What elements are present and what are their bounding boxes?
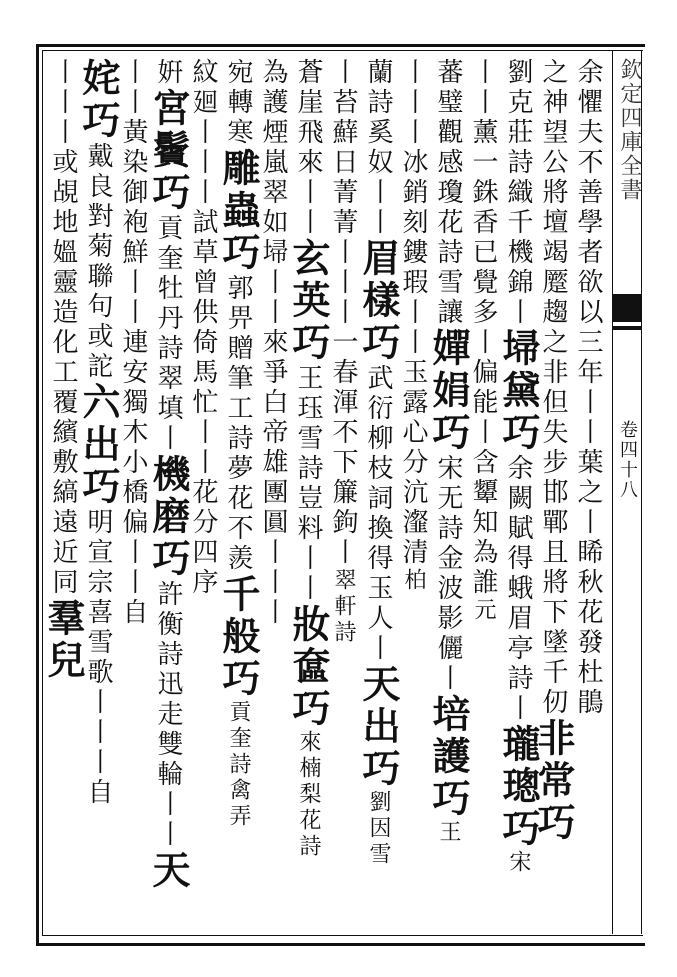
text-run: 許衡詩迅走雙輪丨丨 [153,580,183,850]
text-run: 戴良對菊聯句或詑 [83,142,113,382]
headword: 宮鬢巧 [146,88,191,214]
text-run: 明宣宗喜雪歌丨丨丨自 [83,508,113,808]
text-run: 劉克莊詩織千機錦丨 [503,58,533,328]
text-column [76,58,121,808]
text-run: 王 [436,820,461,846]
text-column [146,58,191,892]
text-run: 元 [471,598,496,624]
book-title: 欽定四庫全書 [617,58,642,202]
text-run: 劉因雪 [366,790,391,868]
text-run: 來楠梨花詩 [296,730,321,860]
text-run: 丨丨丨冰銷刻鏤瑕 [398,58,428,298]
headword: 妝奩巧 [286,604,331,730]
text-column [41,58,86,682]
text-run: 宋无詩金波影儷丨 [433,454,463,694]
text-column [256,58,290,628]
text-run: 丨丨薰一銖香已覺多丨偏能丨含顰知為誰 [468,58,498,598]
fish-tail-mark [612,294,642,322]
text-run: 丨苔蘚日菁菁丨丨丨一春渾不下簾鉤丨 [328,58,358,568]
text-run: 余闕賦得蛾眉亭詩丨 [503,454,533,724]
text-run: 貢奎詩禽弄 [226,700,251,830]
text-run: 翠軒詩 [331,568,356,646]
text-run: 團圓丨丨丨 [258,478,288,628]
headword: 天出巧 [356,664,401,790]
text-run: 之神望公將壇竭蹷趨之非但失步邯鄲且將下墜千仞 [538,58,568,718]
text-column [216,58,261,830]
text-column [466,58,500,624]
text-run: 丨丨黃染御袍鮮丨丨連安獨木小橋偏丨丨自 [118,58,148,628]
headword: 羣兒 [41,598,86,682]
headword: 機磨巧 [146,454,191,580]
fish-tail-rule [612,326,642,330]
text-column [356,58,401,868]
text-run: 蕃璧觀感瓊花詩雪讓 [433,58,463,328]
text-run: 蘭詩奚奴丨丨 [363,58,393,238]
text-column [326,58,360,646]
headword: 培護巧 [426,694,471,820]
text-run: 柏 [401,568,426,594]
headword: 雕蟲巧 [216,148,261,274]
headword: 天 [146,850,191,892]
text-run: 姸 [153,58,183,88]
text-run: 王珏雪詩豈料丨丨 [293,364,323,604]
text-column [186,58,220,598]
text-run: 武衍柳枝詞換得玉人丨 [363,364,393,664]
text-run: 宋 [506,850,531,876]
headword: 玄英巧 [286,238,331,364]
text-run: 宛轉寒 [223,58,253,148]
headword: 六出巧 [76,382,121,508]
volume-label: 卷四十八 [617,420,638,500]
text-column [496,58,541,876]
text-run: 余懼夫不善學者欲以三年丨丨葉之丨睎秋花發杜鵑 [573,58,603,718]
text-column [396,58,430,594]
headword: 千般巧 [216,574,261,700]
headword: 眉樣巧 [356,238,401,364]
text-run: 蒼崖飛來丨丨 [293,58,323,238]
text-run: 紋廻丨丨丨試草曾供倚馬忙丨丨花分四序 [188,58,218,598]
text-column [571,58,605,718]
headword: 埽黛巧 [496,328,541,454]
text-run: 郭畀贈筆工詩夢花不羨 [223,274,253,574]
text-run: 貢奎牡丹詩翠填丨 [153,214,183,454]
headword: 瓏璁巧 [496,724,541,850]
headword: 姹巧 [76,58,121,142]
headword: 嬋娟巧 [426,328,471,454]
text-column [116,58,150,628]
text-run: 為護煙嵐翠如埽丨丨來爭白帝雄 [258,58,288,478]
headword: 非常巧 [531,718,576,844]
text-column [531,58,576,844]
text-column [286,58,331,860]
text-run: 丨丨丨或覘地媼靈造化工覆繽敷縞遠近同 [48,58,78,598]
margin-rule-left [612,50,613,934]
text-column [426,58,471,846]
text-run: 丨丨玉露心分沆瀣清 [398,298,428,568]
